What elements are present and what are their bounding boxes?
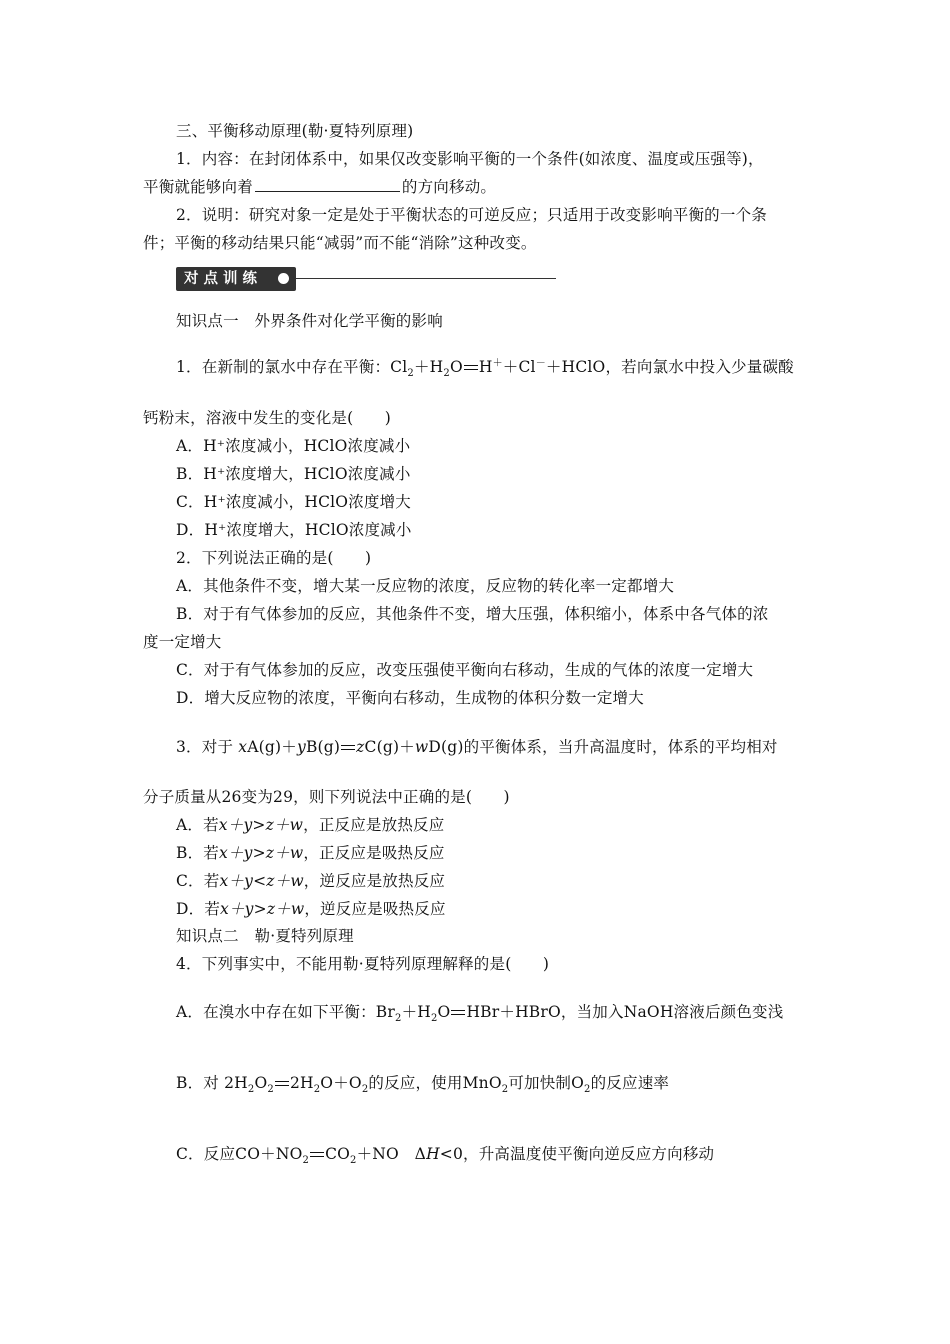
section-heading: 三、平衡移动原理(勒·夏特列原理) [176, 122, 414, 140]
equilibrium-arrow-icon [340, 742, 356, 752]
knowledge-point-2-title: 知识点二 勒·夏特列原理 [176, 927, 354, 945]
question-1-option-a[interactable]: A．H⁺浓度减小，HClO浓度减小 [176, 437, 411, 455]
question-4-option-b[interactable]: B．对 $2H_2O_2$ $2H_2O+O_2$的反应，使用MnO$_2$可加快制$O_2$的反应速率 [176, 1074, 670, 1096]
principle-text: 平衡就能够向着 [143, 178, 253, 196]
question-1-stem-line2: 钙粉末，溶液中发生的变化是( ) [143, 409, 391, 427]
question-2-option-b[interactable]: B．对于有气体参加的反应，其他条件不变，增大压强，体积缩小，体系中各气体的浓 [176, 605, 769, 623]
principle-note-line1: 2．说明：研究对象一定是处于平衡状态的可逆反应；只适用于改变影响平衡的一个条 [176, 206, 767, 224]
principle-text-end: 的方向移动。 [401, 178, 497, 196]
question-3-stem: 3．对于 xA(g)＋yB(g) zC(g)＋wD(g)的平衡体系，当升高温度时，体系的平均相对 [176, 738, 778, 756]
question-2-option-c[interactable]: C．对于有气体参加的反应，改变压强使平衡向右移动，生成的气体的浓度一定增大 [176, 661, 754, 679]
banner-rule [296, 278, 556, 279]
question-2-option-d[interactable]: D．增大反应物的浓度，平衡向右移动，生成物的体积分数一定增大 [176, 689, 644, 707]
question-2-option-a[interactable]: A．其他条件不变，增大某一反应物的浓度，反应物的转化率一定都增大 [176, 577, 675, 595]
question-1-option-c[interactable]: C．H⁺浓度减小，HClO浓度增大 [176, 493, 412, 511]
banner-label: 对点训练 [184, 271, 262, 287]
question-3-option-a[interactable]: A．若x＋y>z＋w，正反应是放热反应 [176, 816, 445, 834]
knowledge-point-1-title: 知识点一 外界条件对化学平衡的影响 [176, 312, 443, 330]
equilibrium-arrow-icon [309, 1149, 325, 1159]
question-3-option-c[interactable]: C．若x＋y<z＋w，逆反应是放热反应 [176, 872, 446, 890]
question-1-stem: 1．在新制的氯水中存在平衡：$Cl_2+H_2O$ H＋＋Cl－＋HClO，若向氯水中投入少量碳酸 [176, 357, 794, 380]
bullet-dot-icon [278, 273, 289, 284]
equilibrium-arrow-icon [450, 1007, 466, 1017]
practice-banner [176, 267, 556, 291]
equilibrium-arrow-icon [463, 362, 479, 372]
question-3-option-d[interactable]: D．若x＋y>z＋w，逆反应是吸热反应 [176, 900, 446, 918]
equilibrium-arrow-icon [274, 1078, 290, 1088]
principle-content-line2 [143, 176, 496, 198]
question-3-option-b[interactable]: B．若x＋y>z＋w，正反应是吸热反应 [176, 844, 445, 862]
principle-note-line2: 件；平衡的移动结果只能“减弱”而不能“消除”这种改变。 [143, 234, 537, 252]
banner-label-box [176, 267, 296, 291]
question-2-option-b-line2: 度一定增大 [143, 633, 222, 651]
question-1-option-b[interactable]: B．H⁺浓度增大，HClO浓度减小 [176, 465, 411, 483]
question-3-stem-line2: 分子质量从26变为29，则下列说法中正确的是( ) [143, 788, 510, 806]
question-4-option-c[interactable]: C．反应$CO+NO_2$ $CO_2+NO$ ΔH<0，升高温度使平衡向逆反应方向移动 [176, 1145, 715, 1167]
question-2-stem: 2．下列说法正确的是( ) [176, 549, 372, 567]
principle-content-line1: 1．内容：在封闭体系中，如果仅改变影响平衡的一个条件(如浓度、温度或压强等)， [176, 150, 764, 168]
question-4-option-a[interactable]: A．在溴水中存在如下平衡：$Br_2+H_2O$ HBr＋HBrO，当加入NaOH溶液后颜色变浅 [176, 1003, 784, 1025]
fill-blank[interactable] [255, 177, 400, 192]
question-4-stem: 4．下列事实中，不能用勒·夏特列原理解释的是( ) [176, 955, 550, 973]
question-1-option-d[interactable]: D．H⁺浓度增大，HClO浓度减小 [176, 521, 412, 539]
